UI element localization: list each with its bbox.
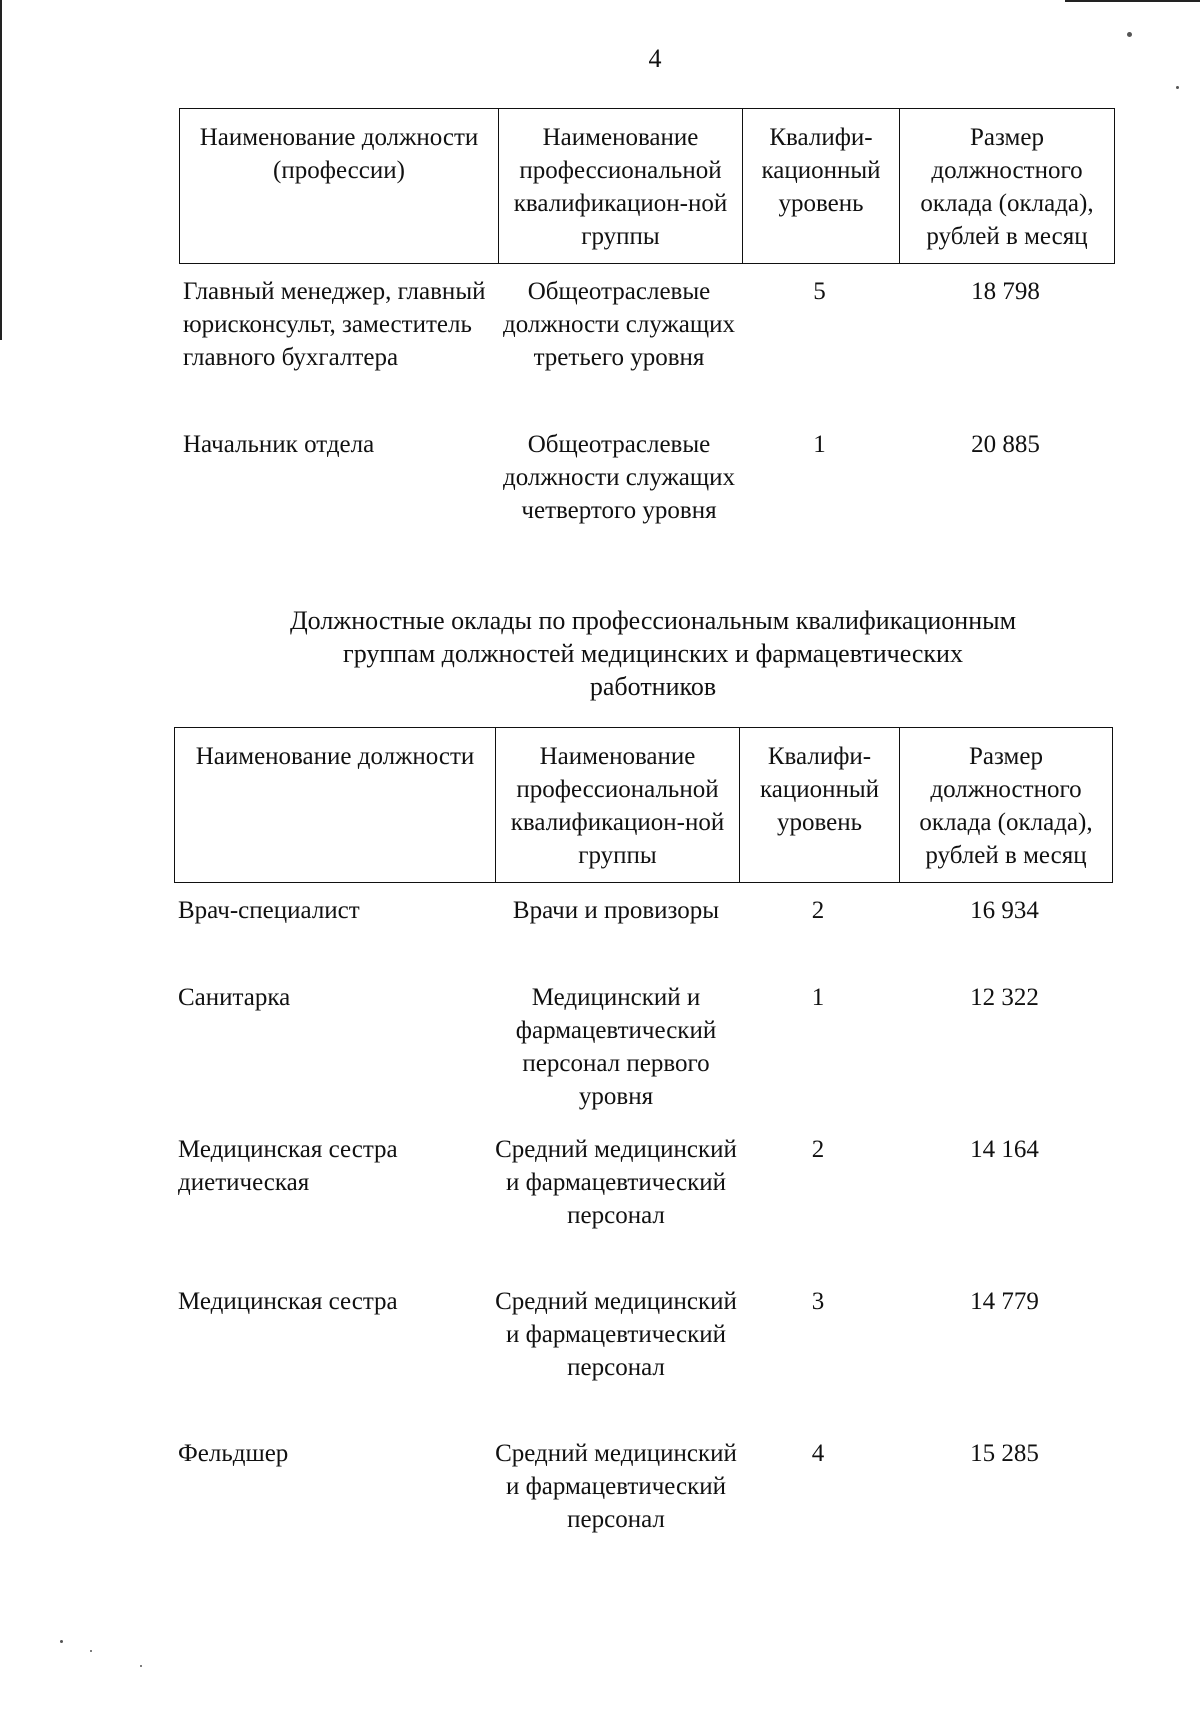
qualification-group: Общеотраслевые должности служащих третьего уровня [502,278,736,371]
position-name: Медицинская сестра диетическая [178,1136,398,1196]
qualification-level: 5 [813,278,826,305]
table-row [179,275,1113,374]
qualification-group: Врачи и провизоры [512,897,720,924]
qualification-group: Средний медицинский и фармацевтический персонал [495,1136,737,1229]
table2-header [174,727,1113,883]
position-name: Санитарка [178,984,291,1011]
section-heading: Должностные оклады по профессиональным квалификационным группам должностей медицинских и фармацевтических работников [289,606,1017,701]
table-row [179,428,1113,527]
table-row [174,1133,1111,1232]
salary-amount: 14 779 [970,1288,1039,1315]
table1-header [179,108,1115,264]
qualification-level: 1 [813,431,826,458]
qualification-level: 2 [811,1136,825,1163]
scan-speck [1176,86,1179,89]
table1-header-position: Наименование должности (профессии) [199,124,479,184]
table2-header-position: Наименование должности [195,743,475,770]
table2-header-group: Наименование профессиональной квалификацион-ной группы [495,728,739,882]
scan-corner-line [1065,0,1200,2]
qualification-level: 4 [811,1440,825,1467]
qualification-group: Медицинский и фармацевтический персонал первого уровня [515,984,717,1110]
table1-header-level: Квалифи-кационный уровень [742,109,899,263]
table-row [174,894,1111,927]
qualification-group: Общеотраслевые должности служащих четвертого уровня [502,431,736,524]
salary-amount: 16 934 [970,897,1039,924]
qualification-group: Средний медицинский и фармацевтический персонал [495,1288,737,1381]
table1-header-group: Наименование профессиональной квалификацион-ной группы [498,109,742,263]
qualification-group: Средний медицинский и фармацевтический персонал [495,1440,737,1533]
position-name: Медицинская сестра [178,1288,398,1315]
qualification-level: 3 [811,1288,825,1315]
qualification-level: 1 [811,984,825,1011]
salary-amount: 14 164 [970,1136,1039,1163]
table2-header-level: Квалифи-кационный уровень [739,728,899,882]
table-row [174,1437,1111,1536]
position-name: Главный менеджер, главный юрисконсульт, заместитель главного бухгалтера [183,278,486,371]
scan-speck [140,1665,142,1667]
table1-header-salary: Размер должностного оклада (оклада), рублей в месяц [899,109,1114,263]
page-number: 4 [648,44,662,73]
table-row [174,981,1111,1113]
position-name: Начальник отдела [183,431,375,458]
salary-amount: 20 885 [971,431,1040,458]
position-name: Врач-специалист [178,897,360,924]
table2-header-salary: Размер должностного оклада (оклада), рублей в месяц [899,728,1112,882]
table-row [174,1285,1111,1384]
salary-amount: 18 798 [971,278,1040,305]
scan-speck [1127,32,1132,37]
salary-amount: 15 285 [970,1440,1039,1467]
position-name: Фельдшер [178,1440,289,1467]
salary-amount: 12 322 [970,984,1039,1011]
qualification-level: 2 [811,897,825,924]
scan-speck [60,1640,63,1643]
scan-speck [90,1650,92,1652]
